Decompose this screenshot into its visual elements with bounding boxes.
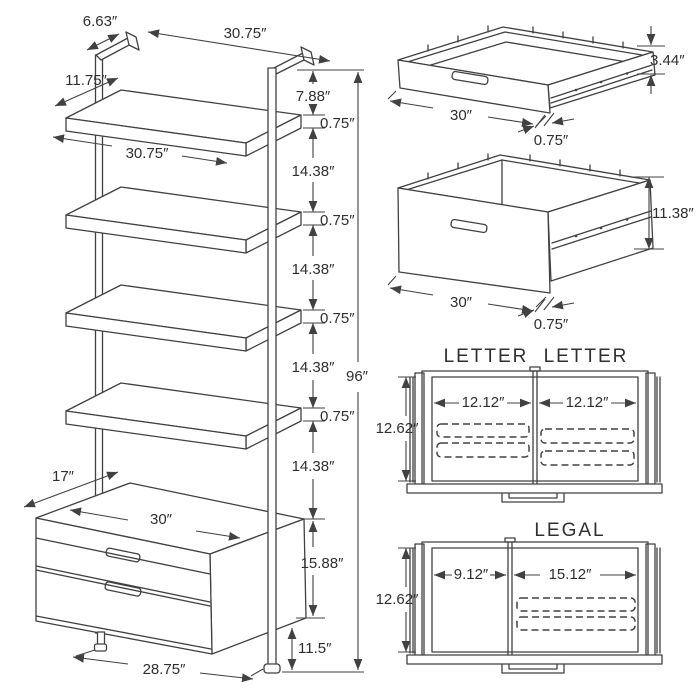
letter-heading-right: LETTER: [543, 346, 629, 367]
dim-total-height: 96″: [346, 368, 368, 385]
dim-post-top-gap: 7.88″: [295, 88, 331, 105]
dim-file-drawer-height: 11.38″: [652, 205, 694, 222]
post-foot: [264, 664, 280, 673]
dim-letter-left-width: 12.12″: [461, 394, 505, 411]
file-divider: [505, 538, 515, 663]
dim-floor-clearance: 11.5″: [298, 640, 332, 657]
legal-heading: LEGAL: [534, 520, 606, 541]
dim-shelf-thickness: 0.75″: [320, 115, 355, 132]
drawer-handle: [502, 493, 564, 502]
top-drawer-drawing: [388, 26, 685, 149]
letter-heading-left: LETTER: [443, 346, 529, 367]
cabinet-foot: [95, 644, 107, 651]
file-divider: [530, 367, 540, 492]
dim-legal-depth: 12.62″: [375, 591, 419, 608]
dim-top-drawer-front: 0.75″: [533, 132, 569, 149]
dim-cabinet-width: 30″: [150, 511, 172, 528]
dim-file-drawer-width: 30″: [450, 294, 472, 311]
dim-shelf-thickness: 0.75″: [320, 408, 355, 425]
dim-shelf-width: 30.75″: [125, 145, 169, 162]
dim-shelf-thickness: 0.75″: [320, 212, 355, 229]
dim-top-drawer-width: 30″: [450, 107, 472, 124]
dim-shelf-depth: 11.75″: [65, 72, 107, 89]
dim-legal-left-width: 9.12″: [453, 566, 489, 583]
drawer-front-edge: [407, 484, 662, 493]
dim-cabinet-height: 15.88″: [300, 555, 344, 572]
dim-base-width: 28.75″: [142, 661, 186, 678]
drawer-box-inner: [432, 548, 638, 652]
legal-layout-diagram: [376, 520, 662, 673]
dim-letter-right-width: 12.12″: [565, 394, 609, 411]
dim-shelf-gap: 14.38″: [291, 458, 335, 475]
dim-file-drawer-front: 0.75″: [533, 316, 569, 333]
shelf-unit-drawing: [24, 13, 369, 679]
hanging-folders: [517, 598, 635, 630]
file-drawer-drawing: [388, 154, 694, 333]
dim-shelf-gap: 14.38″: [291, 163, 335, 180]
hanging-folders: [437, 424, 634, 465]
dim-shelf-gap: 14.38″: [291, 359, 335, 376]
drawer-cabinet: [36, 483, 306, 654]
dim-top-width: 30.75″: [223, 25, 267, 42]
dim-bracket-depth: 6.63″: [82, 13, 118, 30]
dim-legal-right-width: 15.12″: [548, 566, 592, 583]
letter-layout-diagram: [376, 346, 662, 502]
dim-shelf-thickness: 0.75″: [320, 310, 355, 327]
dim-shelf-gap: 14.38″: [291, 261, 335, 278]
drawer-box-outer: [422, 542, 648, 659]
wall-bracket-left: [96, 32, 139, 60]
dim-top-drawer-height: 3.44″: [650, 52, 685, 69]
drawer-front-edge: [407, 655, 662, 664]
drawer-handle: [502, 664, 564, 673]
dim-cabinet-depth: 17″: [52, 468, 74, 485]
dim-letter-depth: 12.62″: [375, 420, 419, 437]
